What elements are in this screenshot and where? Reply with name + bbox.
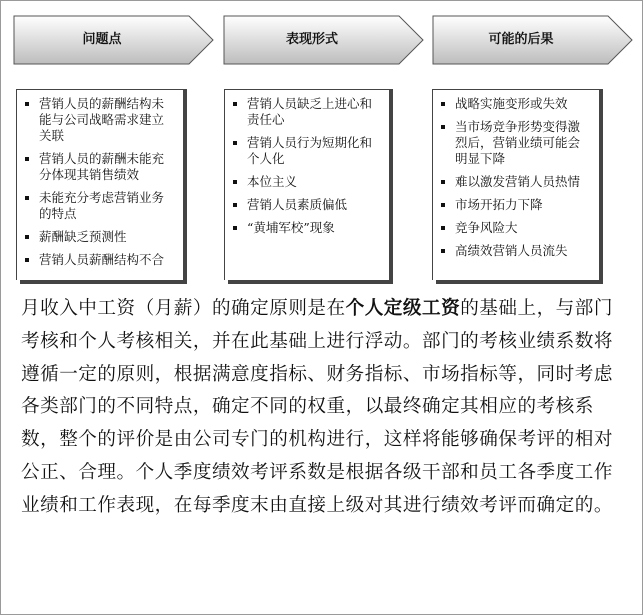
bullet-icon (233, 180, 237, 184)
bullet-icon (25, 235, 29, 239)
header-label: 问题点 (82, 32, 122, 47)
manifestations-box (224, 89, 389, 280)
bullet-icon (25, 196, 29, 200)
list-item (25, 151, 175, 183)
bullet-icon (233, 141, 237, 145)
list-item-text: 营销人员素质偏低 (247, 197, 348, 212)
list-item-text: 未能充分考虑营销业务的特点 (39, 190, 165, 221)
list-item (441, 119, 591, 167)
bullet-icon (233, 102, 237, 106)
list-item-text: 营销人员行为短期化和个人化 (247, 135, 373, 166)
list-item-text: 难以激发营销人员热情 (455, 174, 581, 189)
list-item (233, 174, 381, 190)
paragraph-text-rest: 的基础上，与部门考核和个人考核相关，并在此基础上进行浮动。部门的考核业绩系数将遵循一定的原则，根据满意度指标、财务指标、市场指标等，同时考虑各类部门的不同特点，确定不同的权重，以最终确定其相应的考核系数，整个的评价是由公司专门的机构进行，这样将能够确保考评的相对公正、合理。个人季度绩效考评系数是根据各级干部和员工各季度工作业绩和工作表现，在每季度末由直接上级对其进行绩效考评而确定的。 (21, 298, 613, 516)
list-item-text: 营销人员的薪酬结构未能与公司战略需求建立关联 (39, 96, 165, 143)
problems-box (16, 89, 183, 280)
list-item-text: 当市场竞争形势变得激烈后，营销业绩可能会明显下降 (455, 119, 581, 166)
header-label: 可能的后果 (488, 32, 554, 47)
header-label: 表现形式 (285, 32, 338, 47)
list-item (441, 243, 591, 259)
list-item (25, 190, 175, 222)
list-item (233, 96, 381, 128)
list-item (441, 220, 591, 236)
manifestations-list (225, 90, 389, 236)
header-arrow-consequences (432, 15, 634, 65)
list-item (441, 174, 591, 190)
bullet-icon (441, 249, 445, 253)
header-arrow-problems (13, 15, 215, 65)
bullet-icon (25, 157, 29, 161)
bullet-icon (25, 258, 29, 262)
header-arrow-manifestations (223, 15, 425, 65)
bullet-icon (233, 226, 237, 230)
bullet-icon (441, 180, 445, 184)
list-item-text: 市场开拓力下降 (455, 197, 543, 212)
consequences-box (432, 89, 599, 280)
list-item-text: “黄埔军校”现象 (247, 220, 335, 235)
bullet-icon (233, 203, 237, 207)
bullet-icon (441, 125, 445, 129)
bullet-icon (441, 102, 445, 106)
list-item-text: 竞争风险大 (455, 220, 518, 235)
problems-list (17, 90, 183, 268)
list-item (233, 220, 381, 236)
list-item (233, 197, 381, 213)
list-item-text: 战略实施变形或失效 (455, 96, 568, 111)
list-item (25, 229, 175, 245)
list-item-text: 薪酬缺乏预测性 (39, 229, 127, 244)
list-item-text: 营销人员的薪酬未能充分体现其销售绩效 (39, 151, 165, 182)
list-item (25, 252, 175, 268)
paragraph-emphasis: 个人定级工资 (345, 298, 461, 319)
list-item-text: 营销人员缺乏上进心和责任心 (247, 96, 373, 127)
list-item-text: 高绩效营销人员流失 (455, 243, 568, 258)
list-item (441, 96, 591, 112)
consequences-list (433, 90, 599, 259)
list-item (233, 135, 381, 167)
list-item-text: 本位主义 (247, 174, 298, 189)
list-item (25, 96, 175, 144)
bullet-icon (441, 203, 445, 207)
bullet-icon (25, 102, 29, 106)
list-item (441, 197, 591, 213)
body-paragraph (21, 293, 629, 523)
paragraph-text-start: 月收入中工资（月薪）的确定原则是在 (21, 298, 346, 319)
bullet-icon (441, 226, 445, 230)
list-item-text: 营销人员薪酬结构不合 (39, 252, 165, 267)
